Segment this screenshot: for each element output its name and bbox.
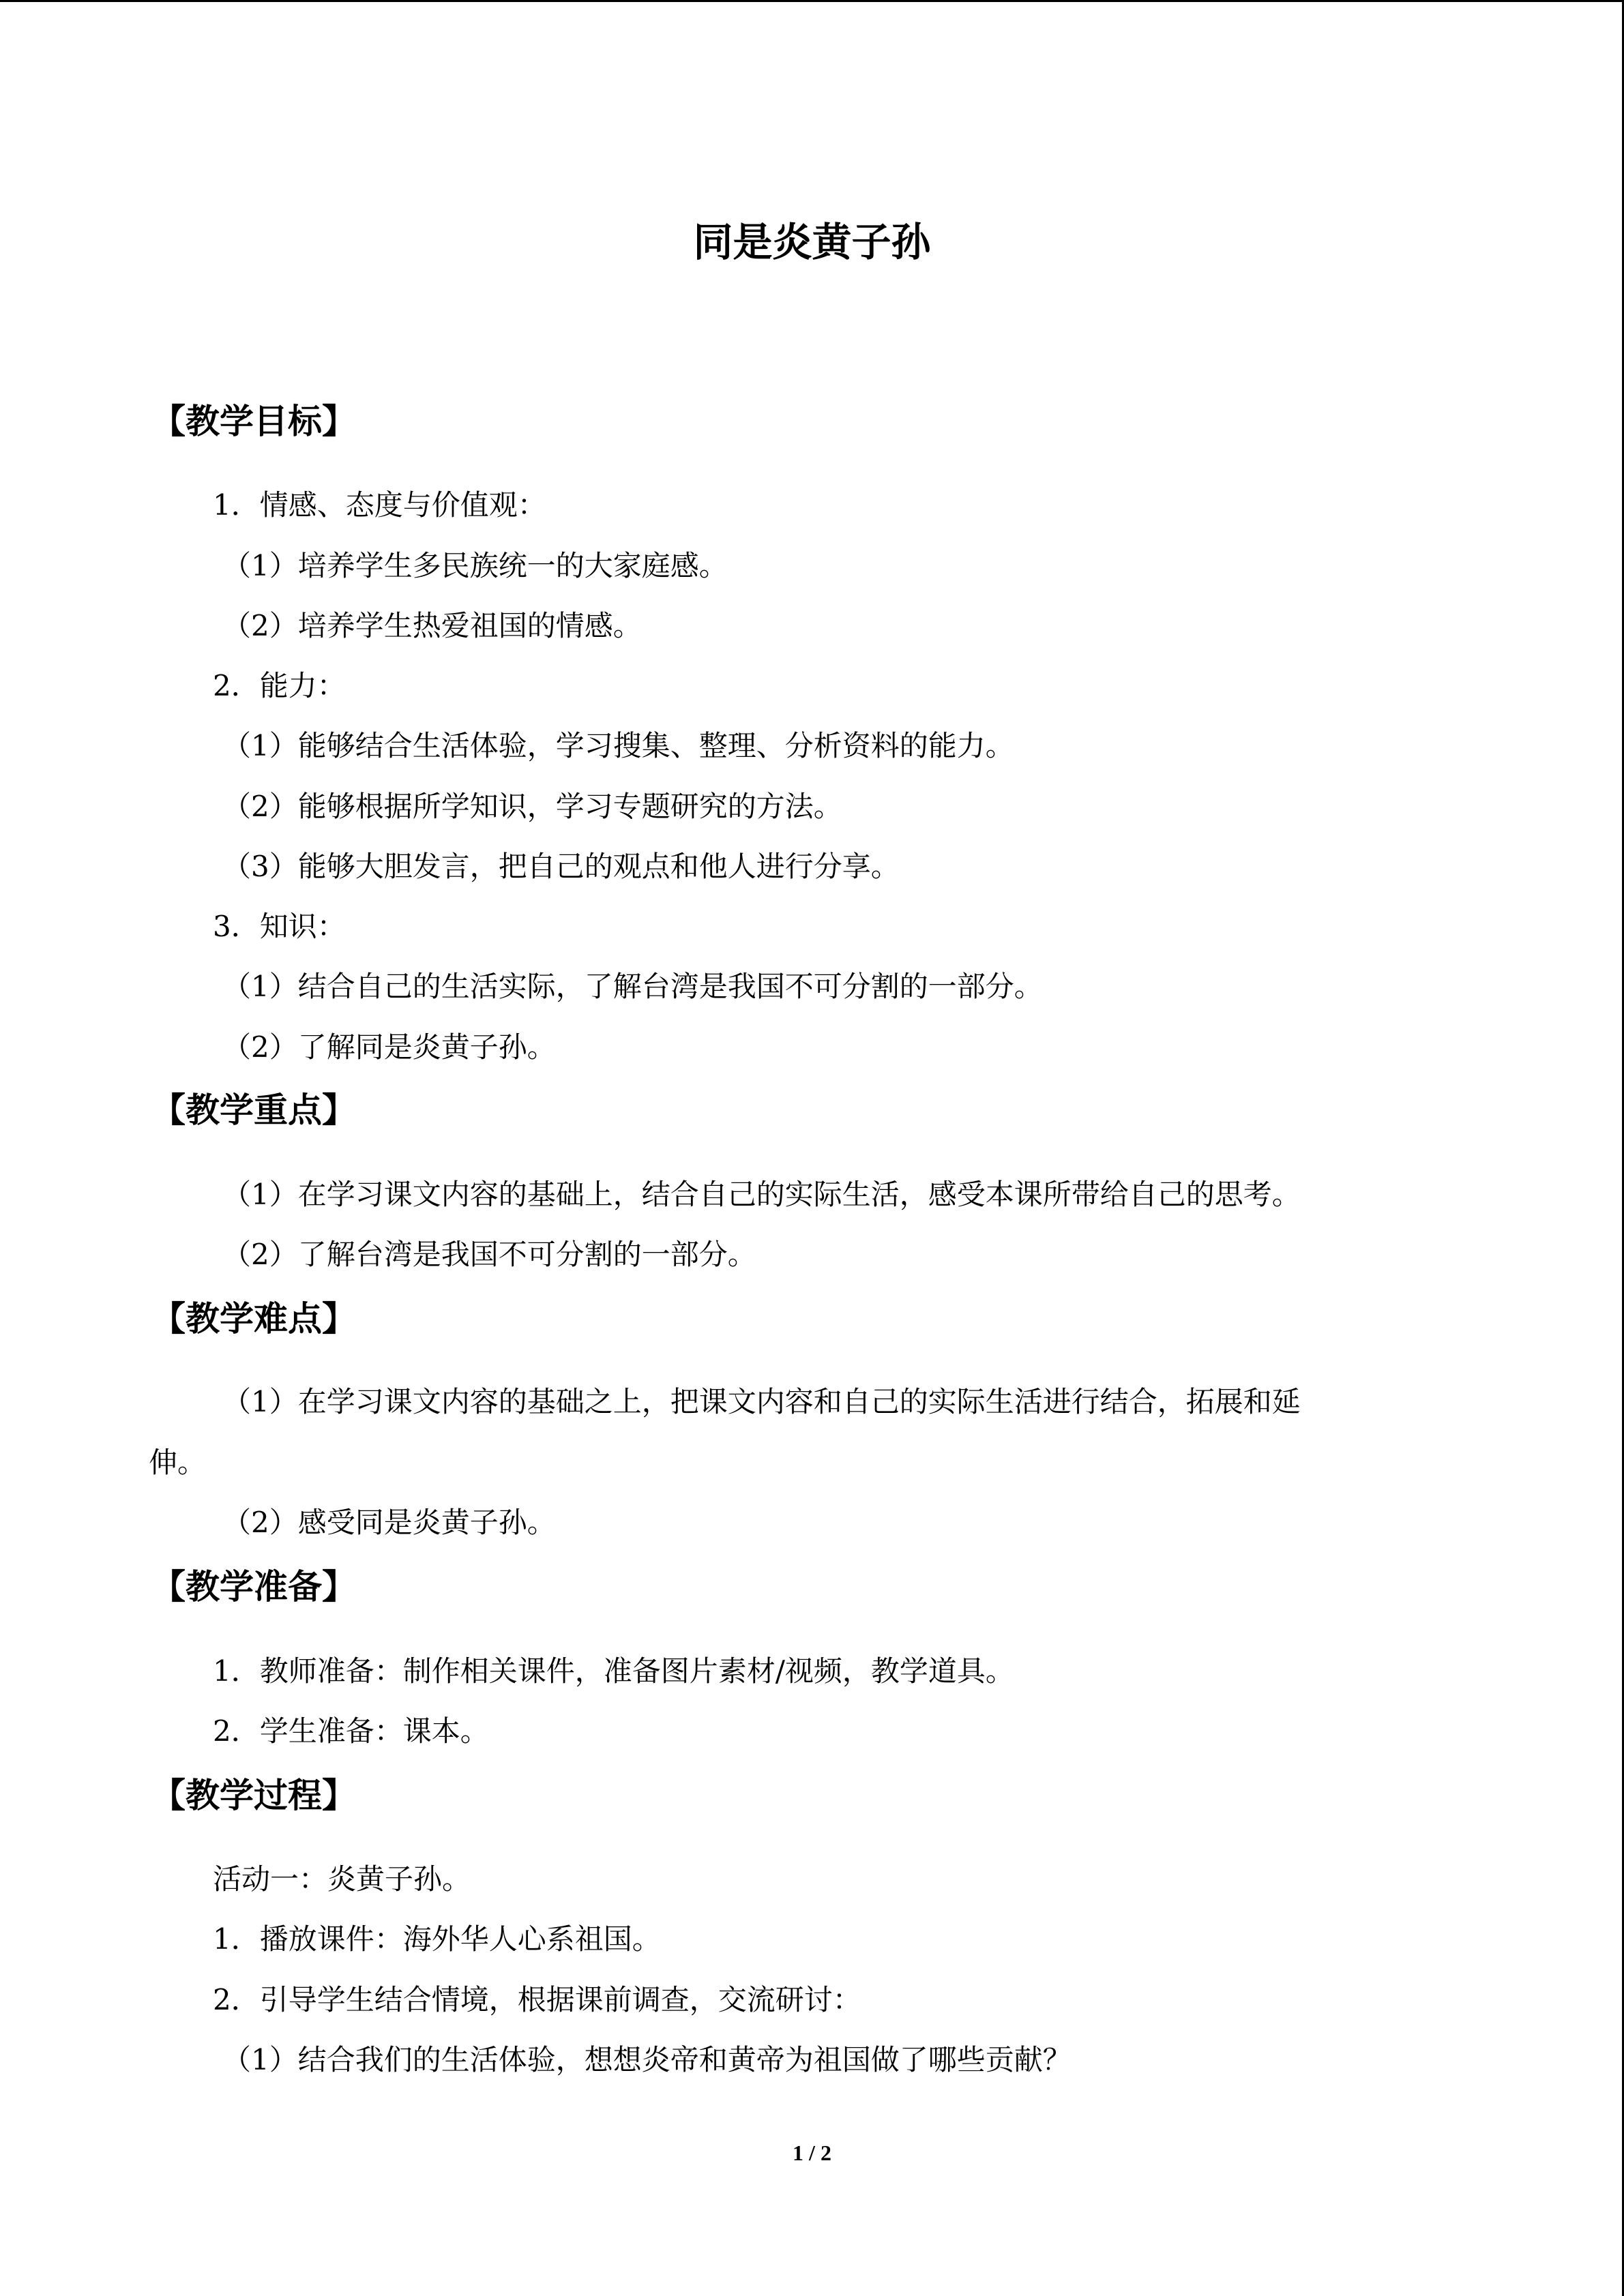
key-points-line: （1）在学习课文内容的基础上，结合自己的实际生活，感受本课所带给自己的思考。 (222, 1178, 1301, 1211)
preparation-line: 2．学生准备：课本。 (213, 1714, 489, 1748)
process-line: 1．播放课件：海外华人心系祖国。 (213, 1922, 661, 1956)
objectives-line: （2）能够根据所学知识，学习专题研究的方法。 (222, 790, 842, 823)
objectives-line: （1）能够结合生活体验，学习搜集、整理、分析资料的能力。 (222, 729, 1014, 762)
objectives-line: 2．能力： (213, 669, 346, 702)
key-points-line: （2）了解台湾是我国不可分割的一部分。 (222, 1238, 756, 1271)
process-line: 2．引导学生结合情境，根据课前调查，交流研讨： (213, 1983, 861, 2016)
process-line: 活动一：炎黄子孙。 (213, 1862, 471, 1896)
difficulties-line: （2）感受同是炎黄子孙。 (222, 1506, 556, 1539)
objectives-line: （2）了解同是炎黄子孙。 (222, 1030, 556, 1064)
objectives-line: （1）培养学生多民族统一的大家庭感。 (222, 549, 728, 582)
objectives-line: （2）培养学生热爱祖国的情感。 (222, 609, 642, 642)
objectives-line: 3．知识： (213, 910, 346, 943)
objectives-line: （3）能够大胆发言，把自己的观点和他人进行分享。 (222, 850, 900, 883)
objectives-line: （1）结合自己的生活实际，了解台湾是我国不可分割的一部分。 (222, 970, 1043, 1003)
objectives-line: 1．情感、态度与价值观： (213, 488, 546, 522)
heading-process: 【教学过程】 (151, 1776, 356, 1815)
heading-objectives: 【教学目标】 (151, 402, 356, 441)
difficulties-line: （1）在学习课文内容的基础之上，把课文内容和自己的实际生活进行结合，拓展和延 (222, 1385, 1301, 1418)
difficulties-line: 伸。 (149, 1446, 207, 1479)
page-number: 1 / 2 (793, 2141, 831, 2165)
heading-difficulties: 【教学难点】 (151, 1299, 356, 1339)
document-title: 同是炎黄子孙 (693, 219, 931, 265)
heading-key-points: 【教学重点】 (151, 1090, 356, 1130)
heading-preparation: 【教学准备】 (151, 1567, 356, 1607)
preparation-line: 1．教师准备：制作相关课件，准备图片素材/视频，教学道具。 (213, 1654, 1014, 1688)
process-line: （1）结合我们的生活体验，想想炎帝和黄帝为祖国做了哪些贡献？ (222, 2043, 1072, 2076)
